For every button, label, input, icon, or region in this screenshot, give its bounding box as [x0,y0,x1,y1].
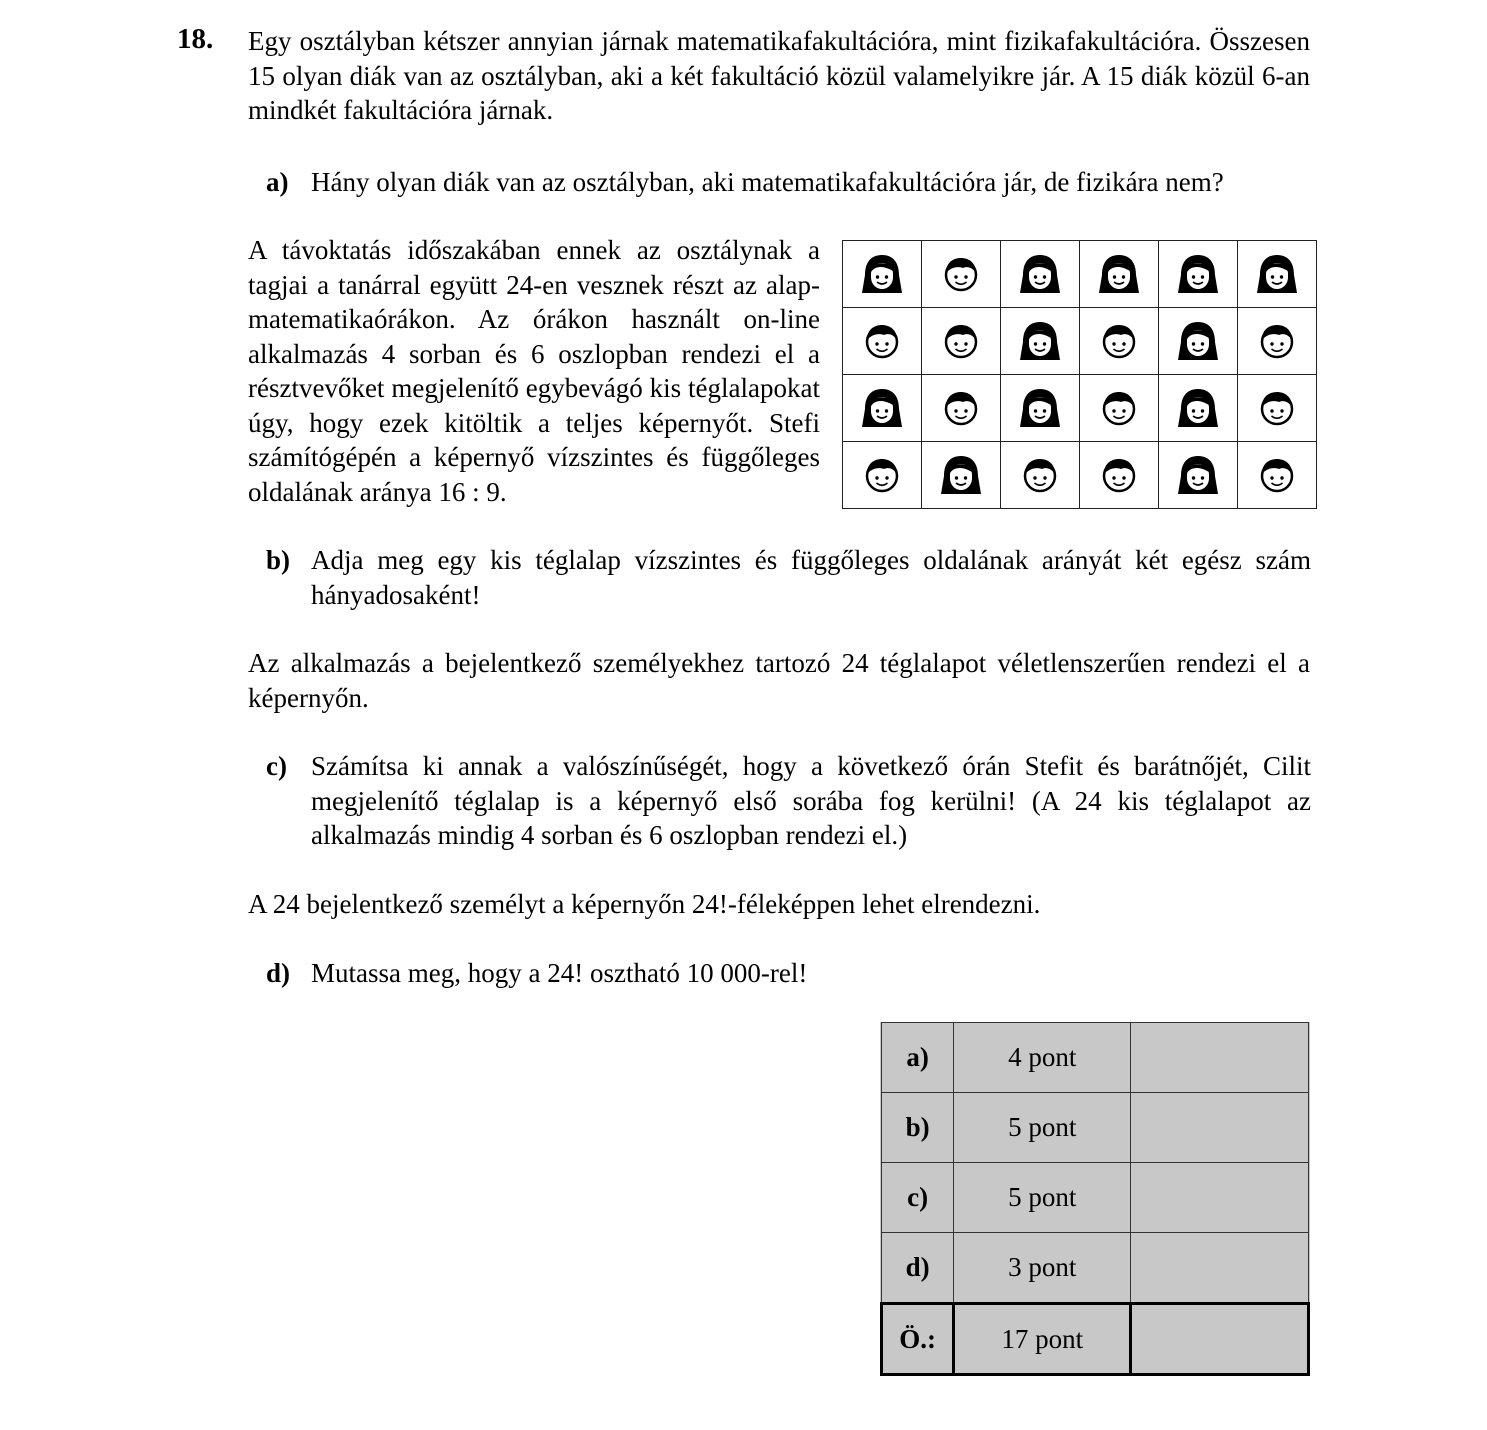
score-points: 5 pont [954,1093,1131,1163]
participant-tile [1001,241,1080,308]
score-earned[interactable] [1131,1093,1309,1163]
girl-face-icon [1159,387,1237,429]
participant-tile [1080,241,1159,308]
participant-grid [842,240,1317,509]
participant-row [843,375,1317,442]
question-text: Hány olyan diák van az osztályban, aki matematikafakultációra jár, de fizikára nem? [311,167,1224,197]
question-text: Számítsa ki annak a valószínűségét, hogy a következő órán Stefit és barátnőjét, Cilit megjelenítő téglalap is a képernyő első sorába fog kerülni! (A 24 kis téglalapot az alkalmazás mindig 4 sorban és 6 oszlopban rendezi el.) [311,751,1311,850]
participant-row [843,308,1317,375]
girl-face-icon [1238,253,1316,295]
participant-tile [922,375,1001,442]
participant-tile [1159,442,1238,509]
participant-row [843,442,1317,509]
participant-tile [1080,442,1159,509]
score-row [882,1093,1309,1163]
score-part: c) [882,1163,954,1233]
participant-tile [922,308,1001,375]
score-total-label: Ö.: [882,1304,954,1375]
girl-face-icon [1159,320,1237,362]
girl-face-icon [1001,387,1079,429]
participant-tile [1001,375,1080,442]
participant-tile [1080,375,1159,442]
score-row [882,1233,1309,1304]
participant-tile [1238,308,1317,375]
score-points: 3 pont [954,1233,1131,1304]
score-row [882,1023,1309,1093]
score-total-earned[interactable] [1131,1304,1309,1375]
question-text: Adja meg egy kis téglalap vízszintes és függőleges oldalának arányát két egész szám hányadosaként! [311,545,1311,610]
participant-tile [843,241,922,308]
participant-tile [1001,308,1080,375]
problem-intro: Egy osztályban kétszer annyian járnak matematikafakultációra, mint fizikafakultációra. Összesen 15 olyan diák van az osztályban, aki a két fakultáció közül valamelyikre jár. A 15 diák közül 6-an mindkét fakultációra járnak. [248,26,1310,125]
boy-face-icon [843,321,921,361]
score-earned[interactable] [1131,1023,1309,1093]
boy-face-icon [1238,455,1316,495]
girl-face-icon [843,253,921,295]
boy-face-icon [1080,321,1158,361]
boy-face-icon [922,254,1000,294]
score-part: d) [882,1233,954,1304]
participant-tile [1159,375,1238,442]
girl-face-icon [1001,320,1079,362]
question-text: Mutassa meg, hogy a 24! osztható 10 000-rel! [311,958,808,988]
girl-face-icon [1159,253,1237,295]
girl-face-icon [1080,253,1158,295]
boy-face-icon [1238,388,1316,428]
score-table [880,1022,1310,1376]
girl-face-icon [1159,454,1237,496]
boy-face-icon [1080,455,1158,495]
girl-face-icon [922,454,1000,496]
score-earned[interactable] [1131,1233,1309,1304]
score-part: a) [882,1023,954,1093]
boy-face-icon [1001,455,1079,495]
boy-face-icon [1238,321,1316,361]
score-points: 5 pont [954,1163,1131,1233]
screen-description: A távoktatás időszakában ennek az osztálynak a tagjai a tanárral együtt 24-en vesznek részt az alap-matematikaórákon. Az órákon használt on-line alkalmazás 4 sorban és 6 oszlopban rendezi el a résztvevőket megjelenítő egybevágó kis téglalapokat úgy, hogy ezek kitöltik a teljes képernyőt. Stefi számítógépén a képernyő vízszintes és függőleges oldalának aránya 16 : 9. [248,235,820,507]
participant-tile [1238,442,1317,509]
participant-tile [843,308,922,375]
problem-number: 18. [177,23,214,55]
question-label: c) [266,751,287,781]
participant-tile [1159,308,1238,375]
participant-tile [1238,375,1317,442]
score-total-row [882,1304,1309,1375]
permutations-paragraph: A 24 bejelentkező személyt a képernyőn 24!-féleképpen lehet elrendezni. [248,889,1041,919]
random-layout-paragraph: Az alkalmazás a bejelentkező személyekhez tartozó 24 téglalapot véletlenszerűen rendezi el a képernyőn. [248,648,1310,713]
boy-face-icon [843,455,921,495]
score-row [882,1163,1309,1233]
participant-tile [922,442,1001,509]
participant-row [843,241,1317,308]
score-part: b) [882,1093,954,1163]
participant-tile [843,442,922,509]
score-earned[interactable] [1131,1163,1309,1233]
participant-tile [922,241,1001,308]
question-label: a) [266,167,289,197]
score-total-points: 17 pont [954,1304,1131,1375]
score-points: 4 pont [954,1023,1131,1093]
boy-face-icon [1080,388,1158,428]
participant-tile [843,375,922,442]
boy-face-icon [922,321,1000,361]
participant-tile [1001,442,1080,509]
question-label: b) [266,545,291,575]
question-label: d) [266,958,291,988]
participant-tile [1080,308,1159,375]
girl-face-icon [1001,253,1079,295]
boy-face-icon [922,388,1000,428]
girl-face-icon [843,387,921,429]
participant-tile [1159,241,1238,308]
participant-tile [1238,241,1317,308]
